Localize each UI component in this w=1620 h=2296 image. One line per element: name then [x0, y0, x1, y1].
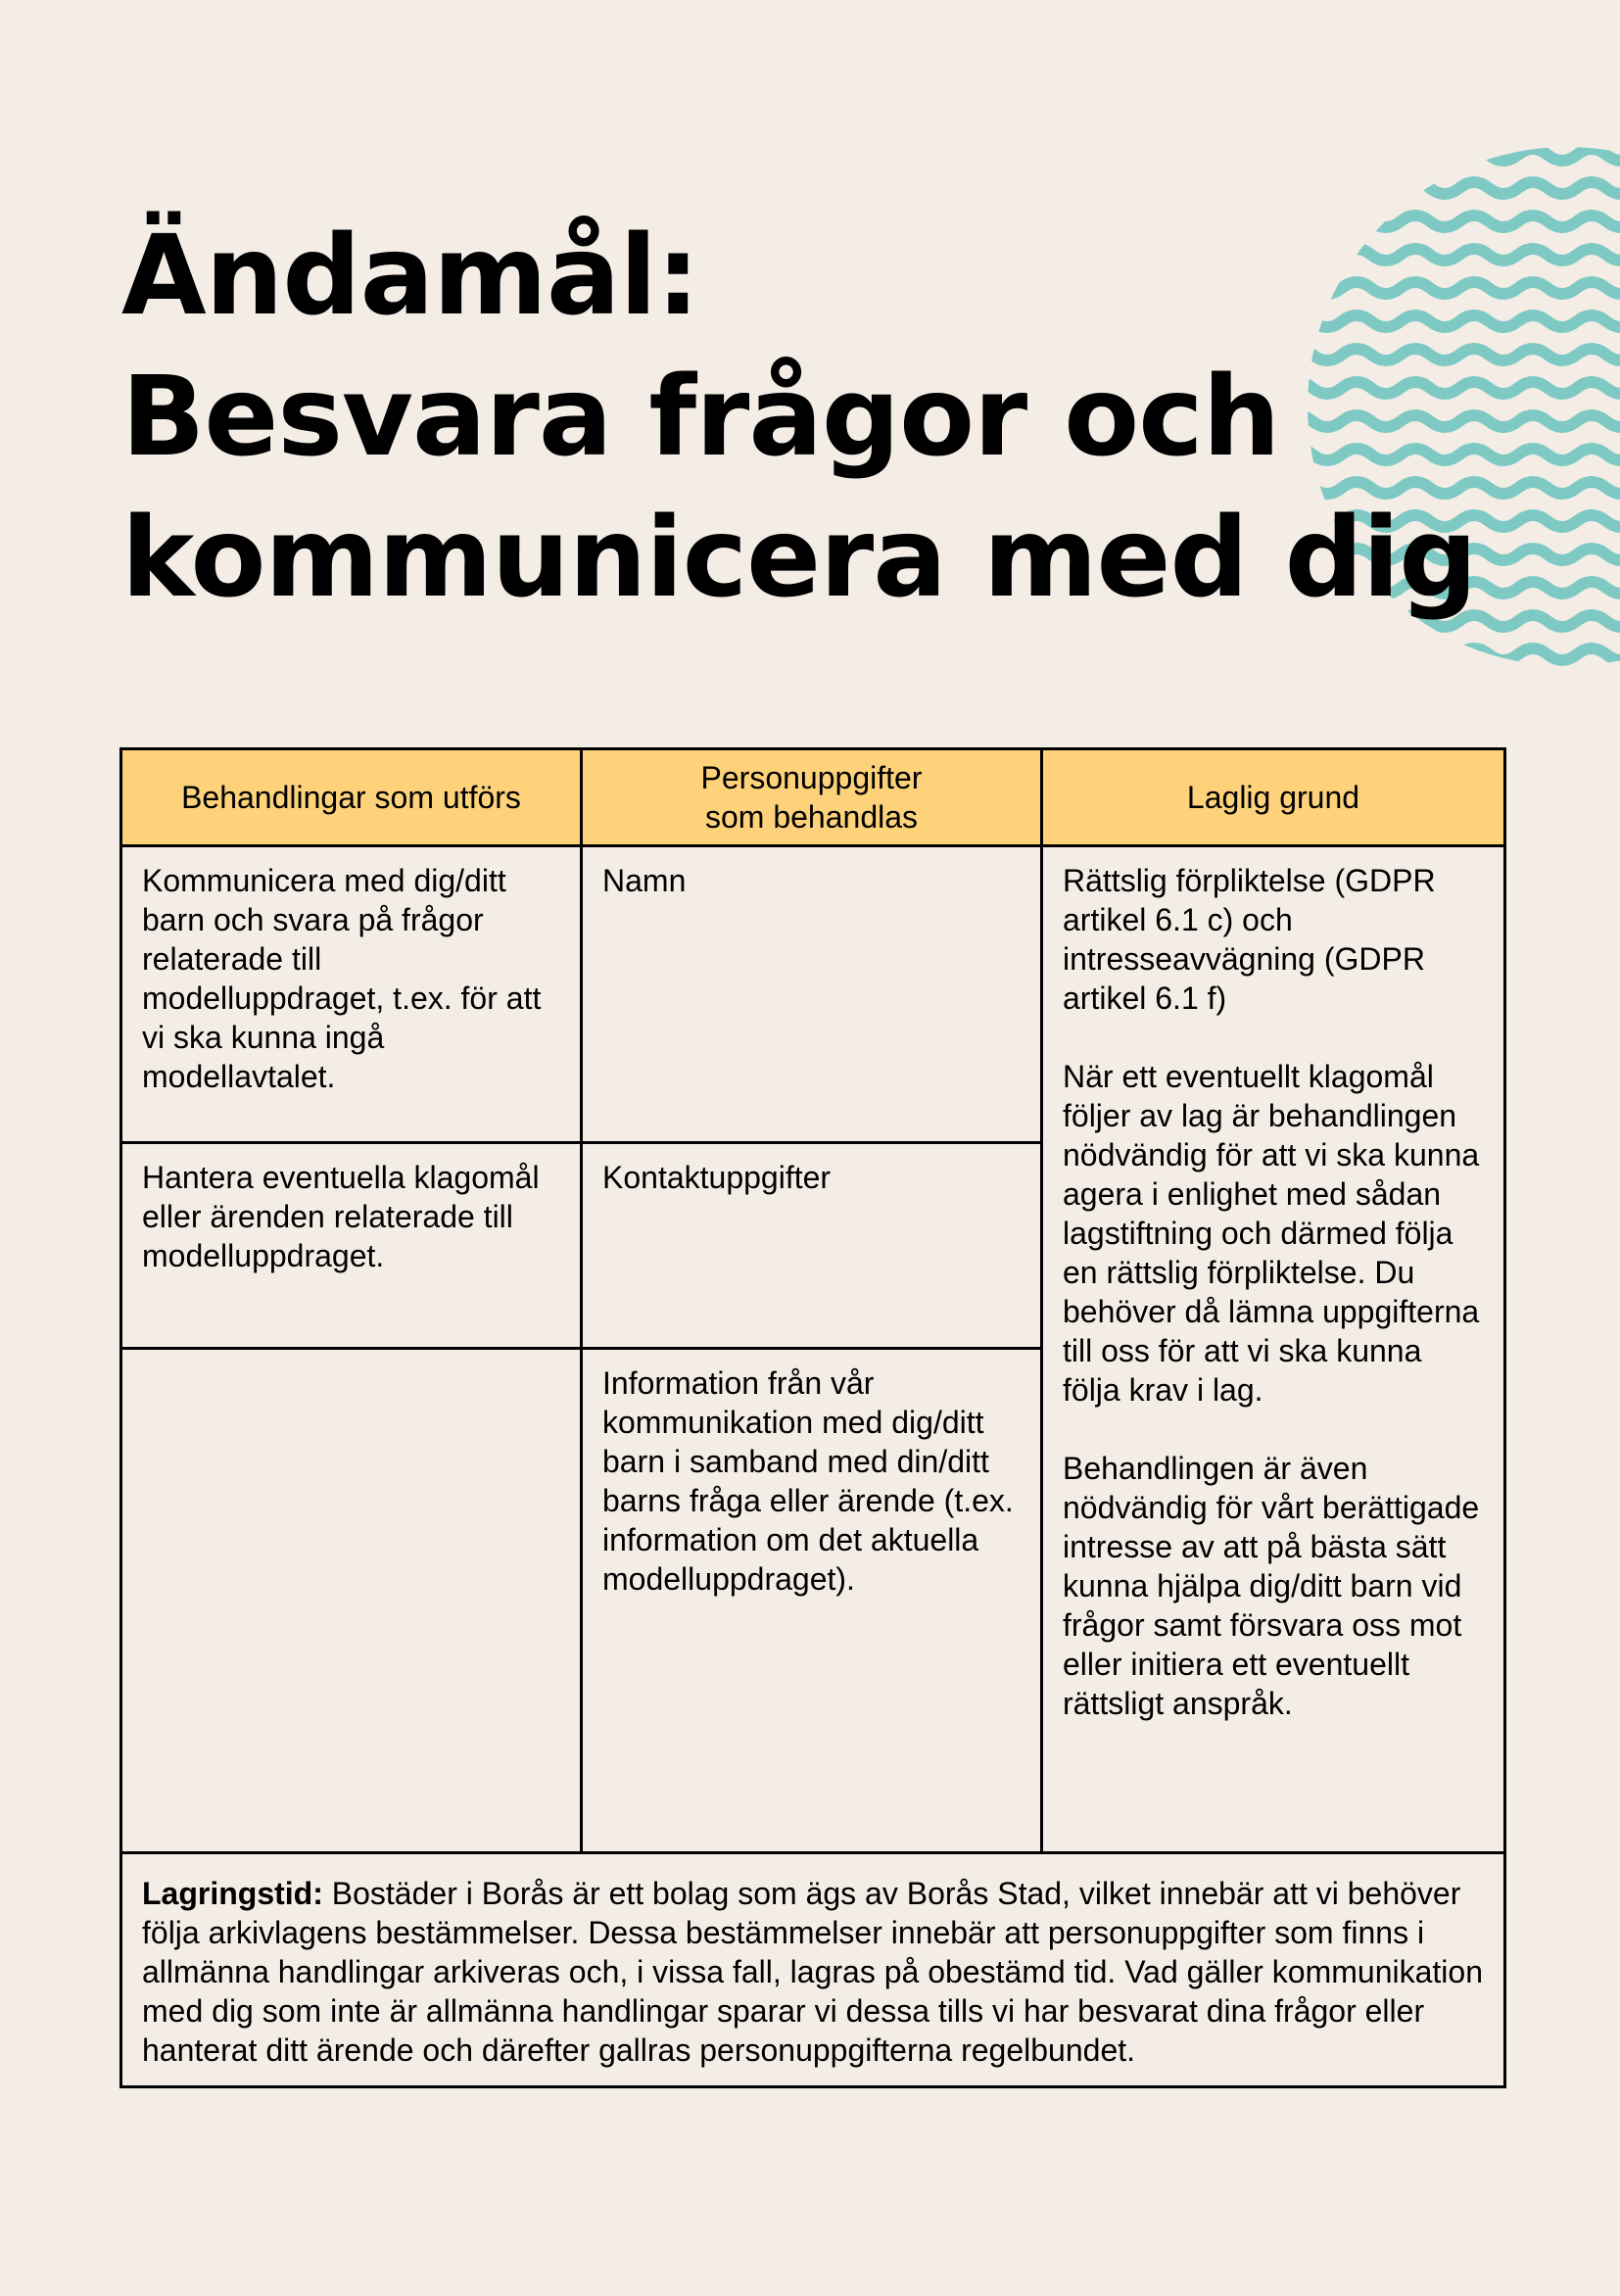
storage-row	[121, 1853, 1505, 2087]
header-personuppgifter	[582, 749, 1042, 846]
wave-line	[1303, 648, 1620, 660]
cell-personuppgift-3: Information från vår kommunikation med dig/ditt barn i samband med din/ditt barns fråga eller ärende (t.ex. information om det aktuella modelluppdraget).	[582, 1349, 1042, 1853]
table-row	[121, 846, 1505, 1143]
cell-behandling-1: Kommunicera med dig/ditt barn och svara på frågor relaterade till modelluppdraget, t.ex. för att vi ska kunna ingå modellavtalet.	[121, 846, 582, 1143]
title-line-3: kommunicera med dig	[121, 495, 1477, 622]
cell-personuppgift-2: Kontaktuppgifter	[582, 1143, 1042, 1349]
table-header-row	[121, 749, 1505, 846]
title-line-2: Besvara frågor och	[121, 354, 1280, 481]
laglig-grund-paragraph-1: Rättslig förpliktelse (GDPR artikel 6.1 c) och intresseavvägning (GDPR artikel 6.1 f)	[1063, 863, 1436, 1016]
cell-behandling-3	[121, 1349, 582, 1853]
header-laglig-grund: Laglig grund	[1042, 749, 1505, 846]
header-personuppgifter-line1: Personuppgifter	[700, 760, 923, 795]
laglig-grund-paragraph-3: Behandlingen är även nödvändig för vårt berättigade intresse av att på bästa sätt kunna hjälpa dig/ditt barn vid frågor samt försvara oss mot eller initiera ett eventuellt rättsligt anspråk.	[1063, 1451, 1480, 1721]
page-title	[121, 206, 1476, 629]
storage-cell	[121, 1853, 1505, 2087]
header-behandlingar: Behandlingar som utförs	[121, 749, 582, 846]
header-personuppgifter-line2: som behandlas	[704, 799, 919, 835]
title-line-1: Ändamål:	[121, 213, 699, 340]
cell-behandling-2: Hantera eventuella klagomål eller ärenden relaterade till modelluppdraget.	[121, 1143, 582, 1349]
storage-text: Bostäder i Borås är ett bolag som ägs av Borås Stad, vilket innebär att vi behöver följa arkivlagens bestämmelser. Dessa bestämmelser innebär att personuppgifter som finns i allmänna handlingar arkiveras och, i vissa fall, lagras på obestämd tid. Vad gäller kommunikation med dig som inte är allmänna handlingar sparar vi dessa tills vi har besvarat dina frågor eller hanterat ditt ärende och därefter gallras personuppgifterna regelbundet.	[142, 1876, 1483, 2068]
wave-line	[1303, 182, 1620, 194]
laglig-grund-paragraph-2: När ett eventuellt klagomål följer av lag är behandlingen nödvändig för att vi ska kunna agera i enlighet med sådan lagstiftning och därmed följa en rättslig förpliktelse. Du behöver då lämna uppgifterna till oss för att vi ska kunna följa krav i lag.	[1063, 1059, 1480, 1408]
cell-laglig-grund	[1042, 846, 1505, 1853]
cell-personuppgift-1: Namn	[582, 846, 1042, 1143]
wave-line	[1303, 149, 1620, 161]
processing-table	[119, 747, 1506, 2088]
storage-label: Lagringstid:	[142, 1876, 323, 1911]
